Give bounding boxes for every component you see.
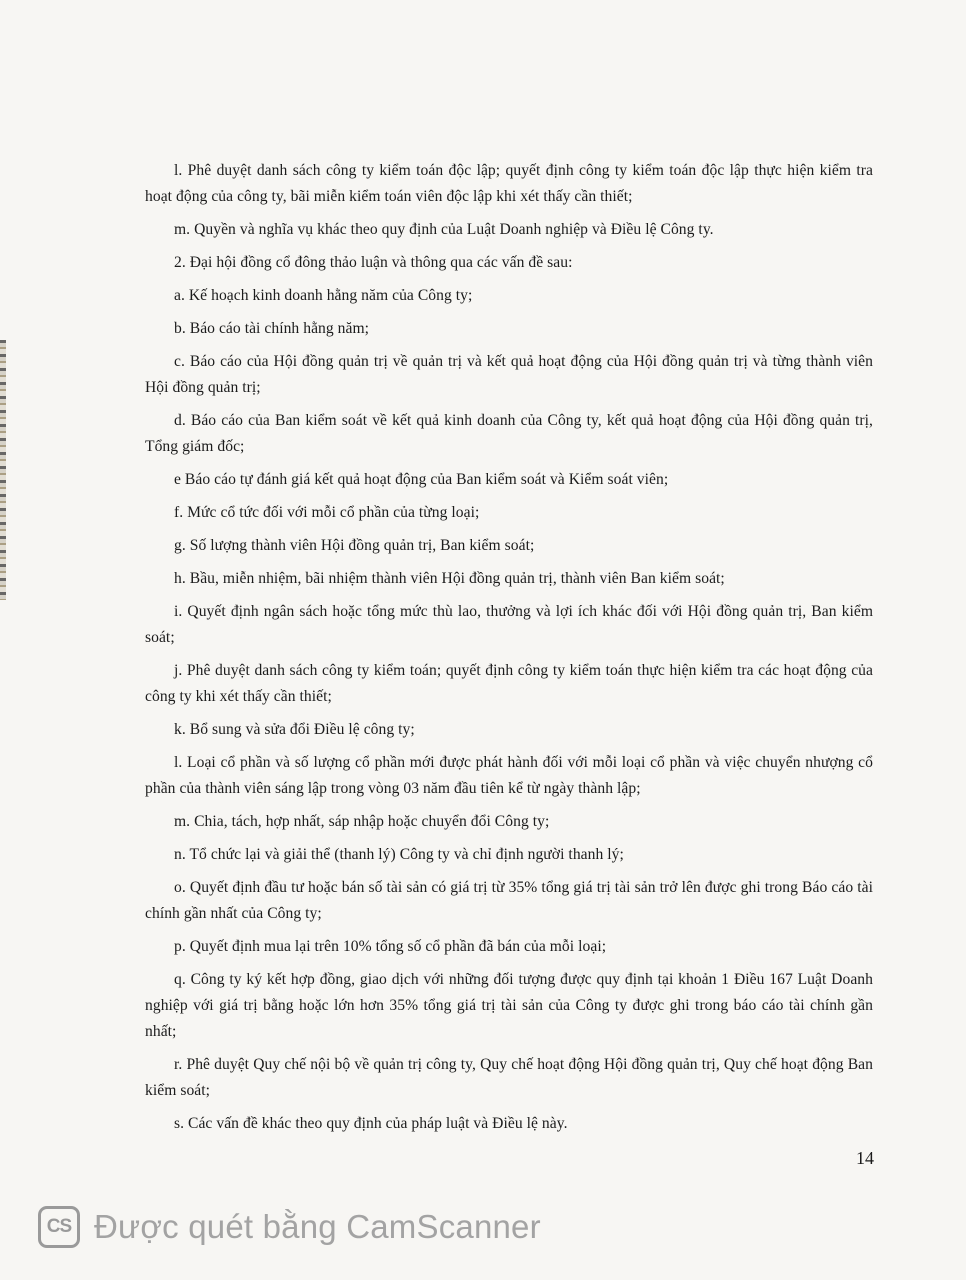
- watermark-text: Được quét bằng CamScanner: [94, 1208, 541, 1245]
- paragraph: b. Báo cáo tài chính hằng năm;: [174, 320, 370, 337]
- camscanner-watermark: [38, 1202, 541, 1252]
- paragraph: j. Phê duyệt danh sách công ty kiểm toán; quyết định công ty kiểm toán thực hiện kiểm tra các hoạt động của công ty khi xét thấy cần thiết;: [145, 662, 873, 705]
- paragraph: r. Phê duyệt Quy chế nội bộ về quản trị công ty, Quy chế hoạt động Hội đồng quản trị, Quy chế hoạt động Ban kiểm soát;: [145, 1056, 873, 1099]
- paragraph: c. Báo cáo của Hội đồng quản trị về quản trị và kết quả hoạt động của Hội đồng quản trị và từng thành viên Hội đồng quản trị;: [145, 353, 873, 396]
- paragraph: d. Báo cáo của Ban kiểm soát về kết quả kinh doanh của Công ty, kết quả hoạt động của Hội đồng quản trị, Tổng giám đốc;: [145, 412, 873, 455]
- paragraph: a. Kế hoạch kinh doanh hằng năm của Công ty;: [174, 287, 473, 304]
- scan-edge-artifact: [0, 340, 6, 600]
- paragraph: f. Mức cổ tức đối với mỗi cổ phần của từng loại;: [174, 504, 480, 521]
- paragraph: n. Tổ chức lại và giải thể (thanh lý) Công ty và chỉ định người thanh lý;: [174, 846, 624, 863]
- paragraph: q. Công ty ký kết hợp đồng, giao dịch với những đối tượng được quy định tại khoản 1 Điều 167 Luật Doanh nghiệp với giá trị bằng hoặc lớn hơn 35% tổng giá trị tài sản của Công ty được ghi trong báo cáo tài chính gần nhất;: [145, 971, 873, 1040]
- paragraph: h. Bầu, miễn nhiệm, bãi nhiệm thành viên Hội đồng quản trị, thành viên Ban kiểm soát;: [174, 570, 725, 587]
- paragraph: p. Quyết định mua lại trên 10% tổng số cổ phần đã bán của mỗi loại;: [174, 938, 607, 955]
- paragraph: l. Loại cổ phần và số lượng cổ phần mới được phát hành đối với mỗi loại cổ phần và việc chuyển nhượng cổ phần của thành viên sáng lập trong vòng 03 năm đầu tiên kể từ ngày thành lập;: [145, 754, 873, 797]
- paragraph: e Báo cáo tự đánh giá kết quả hoạt động của Ban kiểm soát và Kiểm soát viên;: [174, 471, 669, 488]
- paragraph: k. Bổ sung và sửa đổi Điều lệ công ty;: [174, 721, 415, 738]
- paragraph: o. Quyết định đầu tư hoặc bán số tài sản có giá trị từ 35% tổng giá trị tài sản trở lên được ghi trong Báo cáo tài chính gần nhất của Công ty;: [145, 879, 873, 922]
- paragraph: m. Chia, tách, hợp nhất, sáp nhập hoặc chuyển đổi Công ty;: [174, 813, 550, 830]
- paragraph: l. Phê duyệt danh sách công ty kiểm toán độc lập; quyết định công ty kiểm toán độc lập thực hiện kiểm tra hoạt động của công ty, bãi miễn kiểm toán viên độc lập khi xét thấy cần thiết;: [145, 162, 873, 205]
- paragraph: s. Các vấn đề khác theo quy định của pháp luật và Điều lệ này.: [174, 1115, 568, 1132]
- paragraph: 2. Đại hội đồng cổ đông thảo luận và thông qua các vấn đề sau:: [174, 254, 573, 271]
- paragraph: i. Quyết định ngân sách hoặc tổng mức thù lao, thưởng và lợi ích khác đối với Hội đồng quản trị, Ban kiểm soát;: [145, 603, 873, 646]
- paragraph: m. Quyền và nghĩa vụ khác theo quy định của Luật Doanh nghiệp và Điều lệ Công ty.: [174, 221, 714, 238]
- document-body: [145, 158, 873, 1144]
- page-number: 14: [856, 1148, 874, 1168]
- camscanner-logo-icon: CS: [38, 1206, 80, 1248]
- paragraph: g. Số lượng thành viên Hội đồng quản trị, Ban kiểm soát;: [174, 537, 535, 554]
